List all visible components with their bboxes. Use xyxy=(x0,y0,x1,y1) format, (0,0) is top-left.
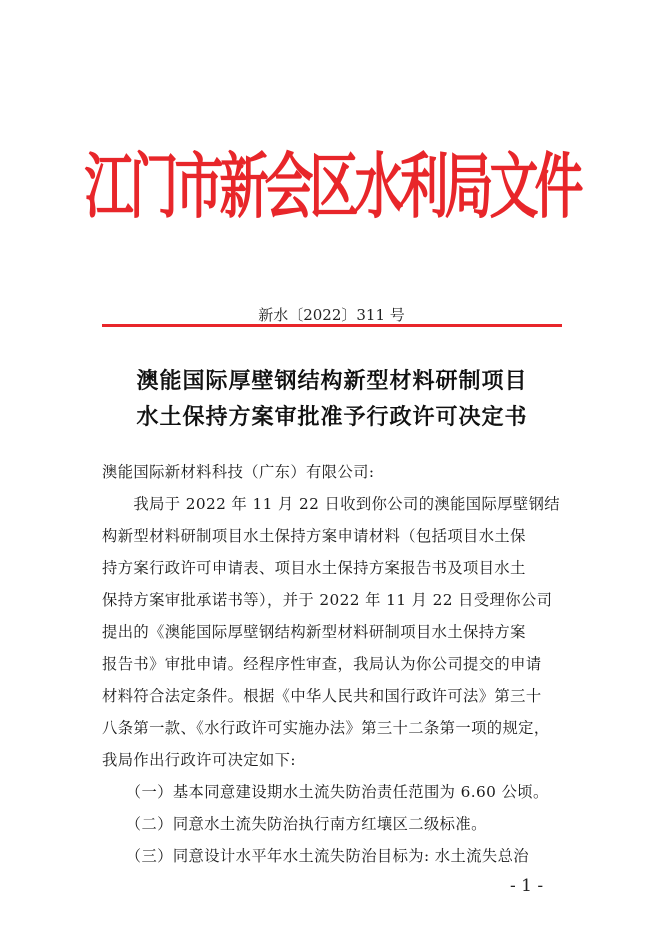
agency-document-header: 江门市新会区水利局文件 xyxy=(84,145,580,229)
body-line: 保持方案审批承诺书等），并于 2022 年 11 月 22 日受理你公司 xyxy=(102,591,553,609)
body-line: 我局作出行政许可决定如下: xyxy=(102,751,296,769)
document-number: 新水〔2022〕311 号 xyxy=(258,306,405,324)
body-line: 构新型材料研制项目水土保持方案申请材料（包括项目水土保 xyxy=(102,527,526,545)
page-number: - 1 - xyxy=(510,876,544,896)
document-title-line-1: 澳能国际厚壁钢结构新型材料研制项目 xyxy=(136,368,528,394)
decision-item-3: （三）同意设计水平年水土流失防治目标为: 水土流失总治 xyxy=(102,847,529,865)
decision-item-1: （一）基本同意建设期水土流失防治责任范围为 6.60 公顷。 xyxy=(102,783,549,801)
body-line: 八条第一款、《水行政许可实施办法》第三十二条第一项的规定， xyxy=(102,719,550,737)
red-divider-line xyxy=(102,324,562,327)
body-line: 持方案行政许可申请表、项目水土保持方案报告书及项目水土 xyxy=(102,559,526,577)
decision-item-2: （二）同意水土流失防治执行南方红壤区二级标准。 xyxy=(102,815,487,833)
body-line: 提出的《澳能国际厚壁钢结构新型材料研制项目水土保持方案 xyxy=(102,623,526,641)
recipient-line: 澳能国际新材料科技（广东）有限公司: xyxy=(102,463,375,481)
body-line: 我局于 2022 年 11 月 22 日收到你公司的澳能国际厚壁钢结 xyxy=(102,495,560,513)
body-line: 材料符合法定条件。根据《中华人民共和国行政许可法》第三十 xyxy=(102,687,542,705)
document-title-line-2: 水土保持方案审批准予行政许可决定书 xyxy=(136,404,528,430)
body-line: 报告书》审批申请。经程序性审查，我局认为你公司提交的申请 xyxy=(102,655,542,673)
